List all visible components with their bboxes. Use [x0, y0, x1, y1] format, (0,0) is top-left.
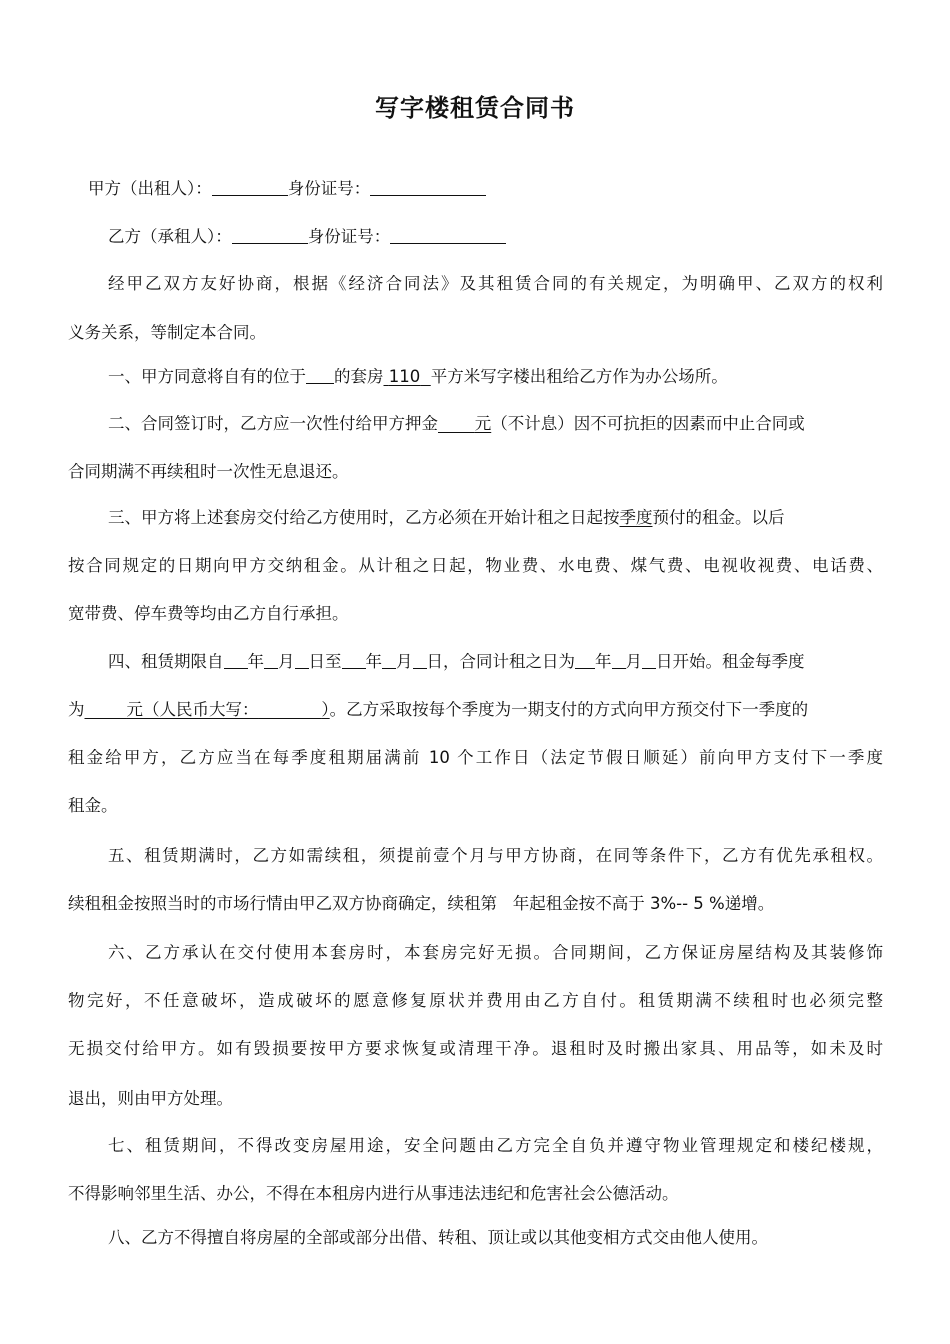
clause-4-line-3: 租金给甲方，乙方应当在每季度租期届满前 10 个工作日（法定节假日顺延）前向甲方支付下一季度 [68, 748, 883, 767]
clause-2-line-2: 合同期满不再续租时一次性无息退还。 [68, 462, 349, 481]
party-b-label: 乙方（承租人）： [108, 227, 232, 246]
month-label: 月 [278, 652, 295, 671]
billing-day-blank [642, 652, 656, 669]
start-month-blank [264, 652, 278, 669]
to-label: 至 [325, 652, 342, 671]
party-a-id-blank [370, 179, 486, 196]
start-day-blank [295, 652, 309, 669]
party-b-line [108, 226, 923, 248]
party-a-label: 甲方（出租人）： [88, 179, 212, 198]
clause-4-wei: 为 [68, 700, 85, 719]
clause-2-text-a: 二、合同签订时，乙方应一次性付给甲方押金 [108, 414, 438, 433]
year-label: 年 [247, 652, 264, 671]
party-b-id-label: 身份证号： [307, 227, 391, 246]
clause-4-text-rest: 。乙方采取按每个季度为一期支付的方式向甲方预交付下一季度的 [329, 700, 809, 719]
clause-6-line-1: 六、乙方承认在交付使用本套房时，本套房完好无损。合同期间，乙方保证房屋结构及其装修饰 [108, 943, 883, 962]
clause-1-text-a: 一、甲方同意将自有的位于 [108, 367, 306, 386]
clause-4-text-end: 开始。租金每季度 [672, 652, 805, 671]
end-month-blank [382, 652, 396, 669]
area-value [384, 367, 431, 386]
end-day-blank [413, 652, 427, 669]
day-label: 日 [308, 652, 325, 671]
party-a-id-label: 身份证号： [287, 179, 371, 198]
billing-year-blank [575, 652, 595, 669]
clause-7-line-2: 不得影响邻里生活、办公，不得在本租房内进行从事违法违纪和危害社会公德活动。 [68, 1184, 679, 1203]
clause-4-line-1 [108, 651, 923, 673]
intro-line-1: 经甲乙双方友好协商，根据《经济合同法》及其租赁合同的有关规定，为明确甲、乙双方的权利 [108, 274, 883, 293]
area-number: 110 [388, 367, 421, 386]
clause-5-line-2: 续租租金按照当时的市场行情由甲乙双方协商确定，续租第 年起租金按不高于 3%-- 5 %递增。 [68, 894, 775, 913]
clause-5-line-1: 五、租赁期满时，乙方如需续租，须提前壹个月与甲方协商，在同等条件下，乙方有优先承租权。 [108, 846, 883, 865]
party-b-name-blank [232, 227, 308, 244]
start-year-blank [224, 652, 248, 669]
month-label: 月 [625, 652, 642, 671]
clause-2-text-b: （不计息）因不可抗拒的因素而中止合同或 [491, 414, 805, 433]
clause-3-line-1 [108, 507, 923, 529]
clause-3-text-a: 三、甲方将上述套房交付给乙方使用时，乙方必须在开始计租之日起按 [108, 508, 620, 527]
clause-3-line-2: 按合同规定的日期向甲方交纳租金。从计租之日起，物业费、水电费、煤气费、电视收视费、电话费、 [68, 556, 883, 575]
location-blank [306, 367, 334, 384]
party-a-name-blank [212, 179, 288, 196]
day-label: 日 [656, 652, 673, 671]
rent-amount [85, 700, 330, 719]
clause-1-text-c: 平方米写字楼出租给乙方作为办公场所。 [430, 367, 728, 386]
clause-3-text-b: 预付的租金。以后 [652, 508, 785, 527]
clause-6-line-2: 物完好，不任意破坏，造成破坏的愿意修复原状并费用由乙方自付。租赁期满不续租时也必须完整 [68, 991, 883, 1010]
month-label: 月 [396, 652, 413, 671]
end-year-blank [342, 652, 366, 669]
party-a-line [88, 178, 903, 200]
rent-amount-label: 元（人民币大写： [126, 700, 259, 719]
party-b-id-blank [390, 227, 506, 244]
clause-4-line-4: 租金。 [68, 796, 118, 815]
rent-amount-close: ） [321, 700, 330, 719]
intro-line-2: 义务关系，等制定本合同。 [68, 323, 266, 342]
clause-2-line-1 [108, 413, 923, 435]
deposit-unit: 元 [474, 414, 492, 433]
clause-6-line-4: 退出，则由甲方处理。 [68, 1089, 233, 1108]
clause-6-line-3: 无损交付给甲方。如有毁损要按甲方要求恢复或清理干净。退租时及时搬出家具、用品等，如未及时 [68, 1039, 883, 1058]
deposit-amount [438, 414, 491, 433]
year-label: 年 [595, 652, 612, 671]
clause-4-text-mid: ，合同计租之日为 [443, 652, 575, 671]
payment-period: 季度 [619, 508, 653, 527]
clause-4-line-2 [68, 699, 883, 721]
clause-7-line-1: 七、租赁期间，不得改变房屋用途，安全问题由乙方完全自负并遵守物业管理规定和楼纪楼规， [108, 1136, 883, 1155]
document-title: 写字楼租赁合同书 [375, 94, 575, 122]
year-label: 年 [365, 652, 382, 671]
clause-1 [108, 366, 923, 388]
clause-3-line-3: 宽带费、停车费等均由乙方自行承担。 [68, 604, 349, 623]
clause-4-text-a: 四、租赁期限自 [108, 652, 224, 671]
clause-8-line-1: 八、乙方不得擅自将房屋的全部或部分出借、转租、顶让或以其他变相方式交由他人使用。 [108, 1228, 768, 1247]
day-label: 日 [426, 652, 443, 671]
billing-month-blank [612, 652, 626, 669]
clause-1-text-b: 的套房 [334, 367, 384, 386]
